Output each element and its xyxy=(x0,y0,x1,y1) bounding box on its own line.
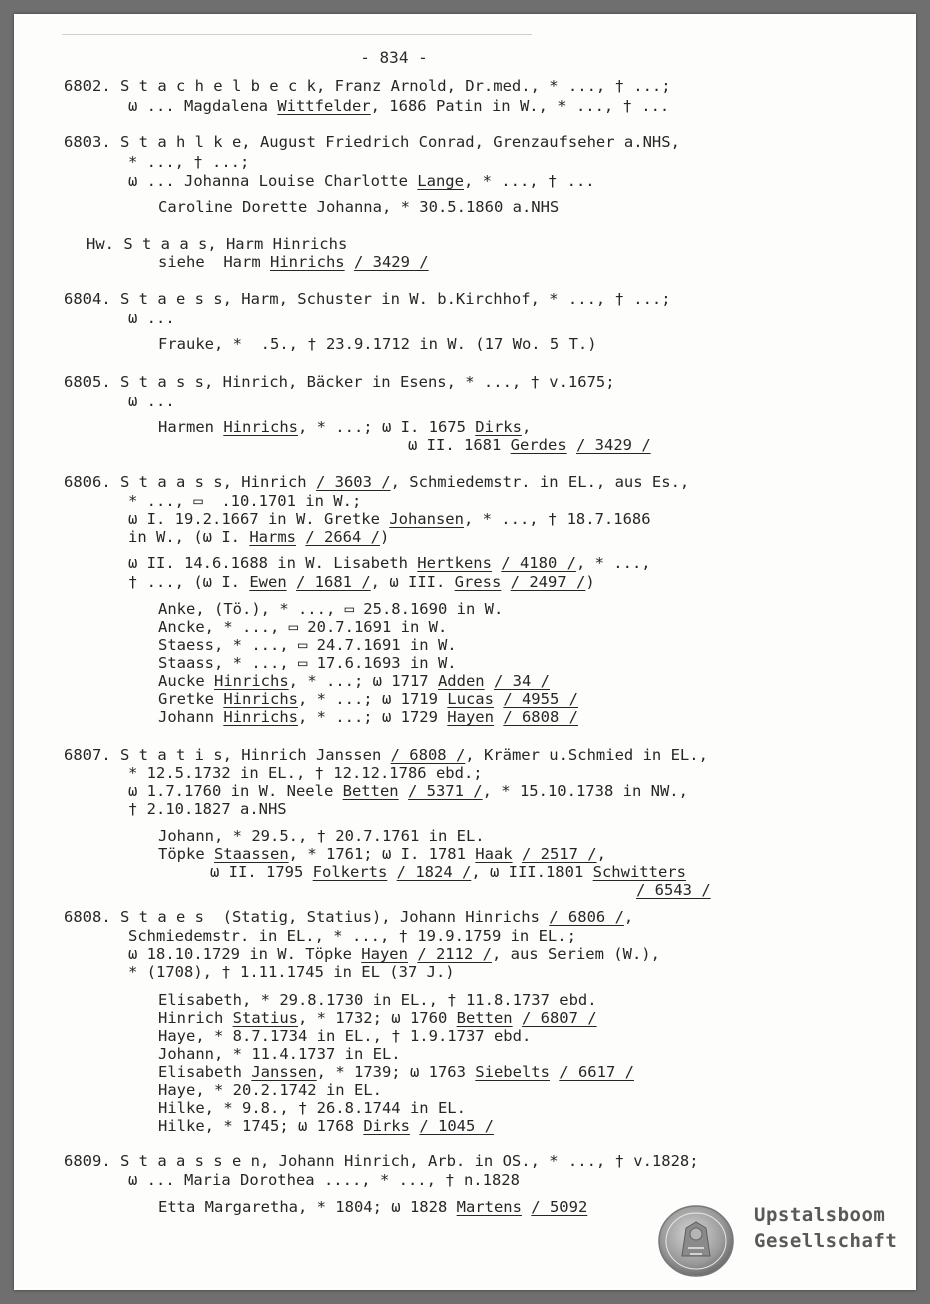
line-segment: ω ... Magdalena xyxy=(128,97,278,115)
line-segment: , * ...; ω 1729 xyxy=(297,708,448,726)
line-segment xyxy=(387,863,396,881)
text-line xyxy=(158,690,578,708)
line-segment: * ..., † ...; xyxy=(128,153,250,171)
seal-emblem-icon xyxy=(656,1204,736,1278)
line-segment: Haye, * 20.2.1742 in EL. xyxy=(158,1081,382,1099)
line-segment: ω II. 14.6.1688 in W. Lisabeth xyxy=(128,554,418,572)
underlined-reference: Hayen xyxy=(361,945,408,963)
line-segment: Frauke, * .5., † 23.9.1712 in W. (17 Wo. 5 T.) xyxy=(158,335,597,353)
line-segment xyxy=(494,708,503,726)
text-line xyxy=(64,373,615,391)
underlined-reference: / 2664 / xyxy=(305,528,380,546)
line-segment: Anke, (Tö.), * ..., ▭ 25.8.1690 in W. xyxy=(158,600,504,618)
line-segment: , ω III. xyxy=(370,573,455,591)
text-line xyxy=(158,1099,466,1117)
logo-line-1: Upstalsboom xyxy=(754,1204,886,1226)
line-segment xyxy=(399,782,408,800)
line-segment: Johann xyxy=(158,708,224,726)
underlined-reference: Hinrichs xyxy=(223,418,298,436)
line-segment: Hilke, * 9.8., † 26.8.1744 in EL. xyxy=(158,1099,466,1117)
line-segment xyxy=(513,845,522,863)
text-line xyxy=(128,554,651,572)
underlined-reference: Haak xyxy=(475,845,513,863)
underlined-reference: Hertkens xyxy=(417,554,492,572)
line-segment: , * 15.10.1738 in NW., xyxy=(482,782,688,800)
line-segment xyxy=(494,690,503,708)
line-segment: Etta Margaretha, * 1804; ω 1828 xyxy=(158,1198,457,1216)
text-line xyxy=(158,708,578,726)
line-segment: , aus Seriem (W.), xyxy=(491,945,660,963)
text-line xyxy=(64,473,689,491)
text-line xyxy=(408,436,651,454)
line-segment: Töpke xyxy=(158,845,214,863)
line-segment: † ..., (ω I. xyxy=(128,573,250,591)
text-line xyxy=(128,309,175,327)
text-line xyxy=(158,827,485,845)
line-segment: ω 18.10.1729 in W. Töpke xyxy=(128,945,362,963)
underlined-reference: / 6808 / xyxy=(390,746,466,764)
line-segment: , * ...; ω 1717 xyxy=(288,672,438,690)
line-segment: 6807. S t a t i s, Hinrich Janssen xyxy=(64,746,391,764)
text-line xyxy=(128,800,287,818)
text-line xyxy=(128,1171,520,1189)
underlined-reference: Hinrichs xyxy=(269,253,345,271)
underlined-reference: / 6808 / xyxy=(503,708,578,726)
line-segment: Staass, * ..., ▭ 17.6.1693 in W. xyxy=(158,654,457,672)
underlined-reference: / 3429 / xyxy=(353,253,429,271)
line-segment: * 12.5.1732 in EL., † 12.12.1786 ebd.; xyxy=(128,764,483,782)
line-segment: 6803. S t a h l k e, August Friedrich Conrad, Grenzaufseher a.NHS, xyxy=(64,133,680,151)
line-segment: Schmiedemstr. in EL., * ..., † 19.9.1759 in EL.; xyxy=(128,927,576,945)
line-segment xyxy=(513,1009,522,1027)
text-line xyxy=(158,600,503,618)
text-line xyxy=(128,927,576,945)
underlined-reference: / 6543 / xyxy=(636,881,711,899)
line-segment: Staess, * ..., ▭ 24.7.1691 in W. xyxy=(158,636,457,654)
line-segment: † 2.10.1827 a.NHS xyxy=(128,800,287,818)
underlined-reference: / 3603 / xyxy=(315,473,391,491)
underlined-reference: / 1681 / xyxy=(296,573,371,591)
text-line xyxy=(64,77,671,95)
underlined-reference: Lange xyxy=(417,172,464,190)
line-segment: , xyxy=(623,908,634,926)
line-segment: Johann, * 11.4.1737 in EL. xyxy=(158,1045,401,1063)
line-segment: Gretke xyxy=(158,690,224,708)
line-segment: , * ..., † 18.7.1686 xyxy=(463,510,651,528)
line-segment: , * 1761; ω I. 1781 xyxy=(288,845,476,863)
line-segment: ω 1.7.1760 in W. Neele xyxy=(128,782,343,800)
line-segment: Harmen xyxy=(158,418,224,436)
underlined-reference: Hinrichs xyxy=(223,708,298,726)
line-segment: ω ... xyxy=(128,309,175,327)
text-line xyxy=(158,1045,401,1063)
line-segment: , 1686 Patin in W., * ..., † ... xyxy=(370,97,670,115)
underlined-reference: / 5371 / xyxy=(407,782,483,800)
line-segment: ω ... Johanna Louise Charlotte xyxy=(128,172,418,190)
text-line xyxy=(128,528,389,546)
line-segment: , * ...; ω I. 1675 xyxy=(297,418,476,436)
underlined-reference: / 1824 / xyxy=(396,863,472,881)
text-line xyxy=(158,672,550,690)
underlined-reference: Wittfelder xyxy=(277,97,371,115)
line-segment: ω I. 19.2.1667 in W. Gretke xyxy=(128,510,390,528)
underlined-reference: / 2112 / xyxy=(417,945,492,963)
document-page xyxy=(14,14,916,1290)
text-line xyxy=(636,881,711,899)
line-segment: 6808. S t a e s (Statig, Statius), Johann Hinrichs xyxy=(64,908,550,926)
underlined-reference: Betten xyxy=(342,782,399,800)
line-segment: Hinrich xyxy=(158,1009,233,1027)
line-segment xyxy=(296,528,305,546)
text-line xyxy=(210,863,686,881)
underlined-reference: Dirks xyxy=(475,418,522,436)
line-segment: , * 1739; ω 1763 xyxy=(316,1063,476,1081)
line-segment: 6805. S t a s s, Hinrich, Bäcker in Esens, * ..., † v.1675; xyxy=(64,373,615,391)
text-line xyxy=(158,1009,597,1027)
underlined-reference: / 6807 / xyxy=(521,1009,597,1027)
underlined-reference: Gerdes xyxy=(510,436,567,454)
text-line xyxy=(128,97,669,115)
text-line xyxy=(158,1081,382,1099)
line-segment xyxy=(345,253,354,271)
underlined-reference: / 2497 / xyxy=(510,573,586,591)
underlined-reference: Hayen xyxy=(447,708,494,726)
text-line xyxy=(158,845,606,863)
underlined-reference: Martens xyxy=(456,1198,522,1216)
underlined-reference: Schwitters xyxy=(592,863,686,881)
underlined-reference: Gress xyxy=(454,573,502,591)
line-segment xyxy=(408,945,417,963)
line-segment: Elisabeth, * 29.8.1730 in EL., † 11.8.1737 ebd. xyxy=(158,991,597,1009)
underlined-reference: Harms xyxy=(249,528,296,546)
underlined-reference: / 1045 / xyxy=(419,1117,494,1135)
line-segment: ω II. 1795 xyxy=(210,863,313,881)
line-segment: siehe Harm xyxy=(158,253,270,271)
text-line xyxy=(64,746,708,764)
text-line xyxy=(158,418,531,436)
text-line xyxy=(128,963,455,981)
line-segment: in W., (ω I. xyxy=(128,528,250,546)
text-line xyxy=(158,1027,531,1045)
text-line xyxy=(158,636,457,654)
underlined-reference: / 34 / xyxy=(493,672,550,690)
underlined-reference: / 3429 / xyxy=(576,436,651,454)
underlined-reference: / 4955 / xyxy=(503,690,578,708)
underlined-reference: Hinrichs xyxy=(214,672,289,690)
text-line xyxy=(128,172,595,190)
underlined-reference: Lucas xyxy=(447,690,494,708)
underlined-reference: Statius xyxy=(232,1009,298,1027)
underlined-reference: / 6806 / xyxy=(549,908,624,926)
line-segment: Ancke, * ..., ▭ 20.7.1691 in W. xyxy=(158,618,448,636)
underlined-reference: Dirks xyxy=(363,1117,410,1135)
text-line xyxy=(64,1152,699,1170)
text-line xyxy=(128,153,249,171)
text-line xyxy=(64,133,680,151)
line-segment: ω ... xyxy=(128,392,175,410)
underlined-reference: / 2517 / xyxy=(521,845,597,863)
line-segment: Johann, * 29.5., † 20.7.1761 in EL. xyxy=(158,827,485,845)
line-segment: ) xyxy=(380,528,390,546)
underlined-reference: Janssen xyxy=(251,1063,317,1081)
line-segment: Hilke, * 1745; ω 1768 xyxy=(158,1117,364,1135)
text-line xyxy=(158,335,597,353)
line-segment: ω ... Maria Dorothea ...., * ..., † n.1828 xyxy=(128,1171,520,1189)
text-line xyxy=(128,782,688,800)
text-line xyxy=(158,198,559,216)
line-segment: , * 1732; ω 1760 xyxy=(297,1009,457,1027)
line-segment: Hw. S t a a s, Harm Hinrichs xyxy=(86,235,348,253)
line-segment xyxy=(550,1063,559,1081)
line-segment: Aucke xyxy=(158,672,214,690)
line-segment: Haye, * 8.7.1734 in EL., † 1.9.1737 ebd. xyxy=(158,1027,532,1045)
text-line xyxy=(158,618,447,636)
underlined-reference: / 4180 / xyxy=(501,554,576,572)
text-line xyxy=(128,573,595,591)
line-segment xyxy=(492,554,501,572)
text-line xyxy=(158,1198,587,1216)
line-segment: , * ..., † ... xyxy=(463,172,595,190)
text-line xyxy=(158,1117,494,1135)
line-segment xyxy=(485,672,494,690)
underlined-reference: Hinrichs xyxy=(223,690,298,708)
line-segment: ) xyxy=(585,573,595,591)
underlined-reference: Siebelts xyxy=(475,1063,550,1081)
line-segment: 6804. S t a e s s, Harm, Schuster in W. b.Kirchhof, * ..., † ...; xyxy=(64,290,671,308)
underlined-reference: Staassen xyxy=(214,845,289,863)
text-line xyxy=(158,253,429,271)
underlined-reference: Johansen xyxy=(389,510,464,528)
text-line xyxy=(64,290,671,308)
line-segment xyxy=(567,436,576,454)
text-line xyxy=(128,392,175,410)
line-segment: 6809. S t a a s s e n, Johann Hinrich, Arb. in OS., * ..., † v.1828; xyxy=(64,1152,699,1170)
line-segment: Caroline Dorette Johanna, * 30.5.1860 a.NHS xyxy=(158,198,560,216)
text-line xyxy=(86,235,347,253)
logo-line-2: Gesellschaft xyxy=(754,1230,898,1252)
underlined-reference: / 6617 / xyxy=(559,1063,634,1081)
line-segment: , Krämer u.Schmied in EL., xyxy=(465,746,708,764)
underlined-reference: Betten xyxy=(456,1009,513,1027)
line-segment: Elisabeth xyxy=(158,1063,252,1081)
underlined-reference: Adden xyxy=(437,672,485,690)
text-line xyxy=(128,492,361,510)
text-line xyxy=(158,991,597,1009)
line-segment: * (1708), † 1.11.1745 in EL (37 J.) xyxy=(128,963,455,981)
underlined-reference: Folkerts xyxy=(312,863,388,881)
page-number: - 834 - xyxy=(360,48,428,67)
text-line xyxy=(158,654,457,672)
top-rule xyxy=(62,34,532,35)
line-segment xyxy=(410,1117,419,1135)
underlined-reference: Ewen xyxy=(249,573,287,591)
line-segment: , * ...; ω 1719 xyxy=(297,690,448,708)
text-line xyxy=(128,945,660,963)
line-segment xyxy=(501,573,510,591)
text-line xyxy=(128,510,651,528)
line-segment xyxy=(522,1198,531,1216)
text-line xyxy=(64,908,633,926)
line-segment: , xyxy=(596,845,606,863)
underlined-reference: / 5092 xyxy=(531,1198,588,1216)
line-segment: , * ..., xyxy=(575,554,651,572)
line-segment: ω II. 1681 xyxy=(408,436,511,454)
line-segment: 6802. S t a c h e l b e c k, Franz Arnold, Dr.med., * ..., † ...; xyxy=(64,77,671,95)
line-segment: * ..., ▭ .10.1701 in W.; xyxy=(128,492,362,510)
society-logo xyxy=(656,1200,916,1280)
line-segment: , Schmiedemstr. in EL., aus Es., xyxy=(390,473,690,491)
text-line xyxy=(128,764,483,782)
line-segment: , xyxy=(521,418,532,436)
line-segment: , ω III.1801 xyxy=(471,863,593,881)
line-segment xyxy=(287,573,296,591)
text-line xyxy=(158,1063,634,1081)
line-segment: 6806. S t a a s s, Hinrich xyxy=(64,473,316,491)
